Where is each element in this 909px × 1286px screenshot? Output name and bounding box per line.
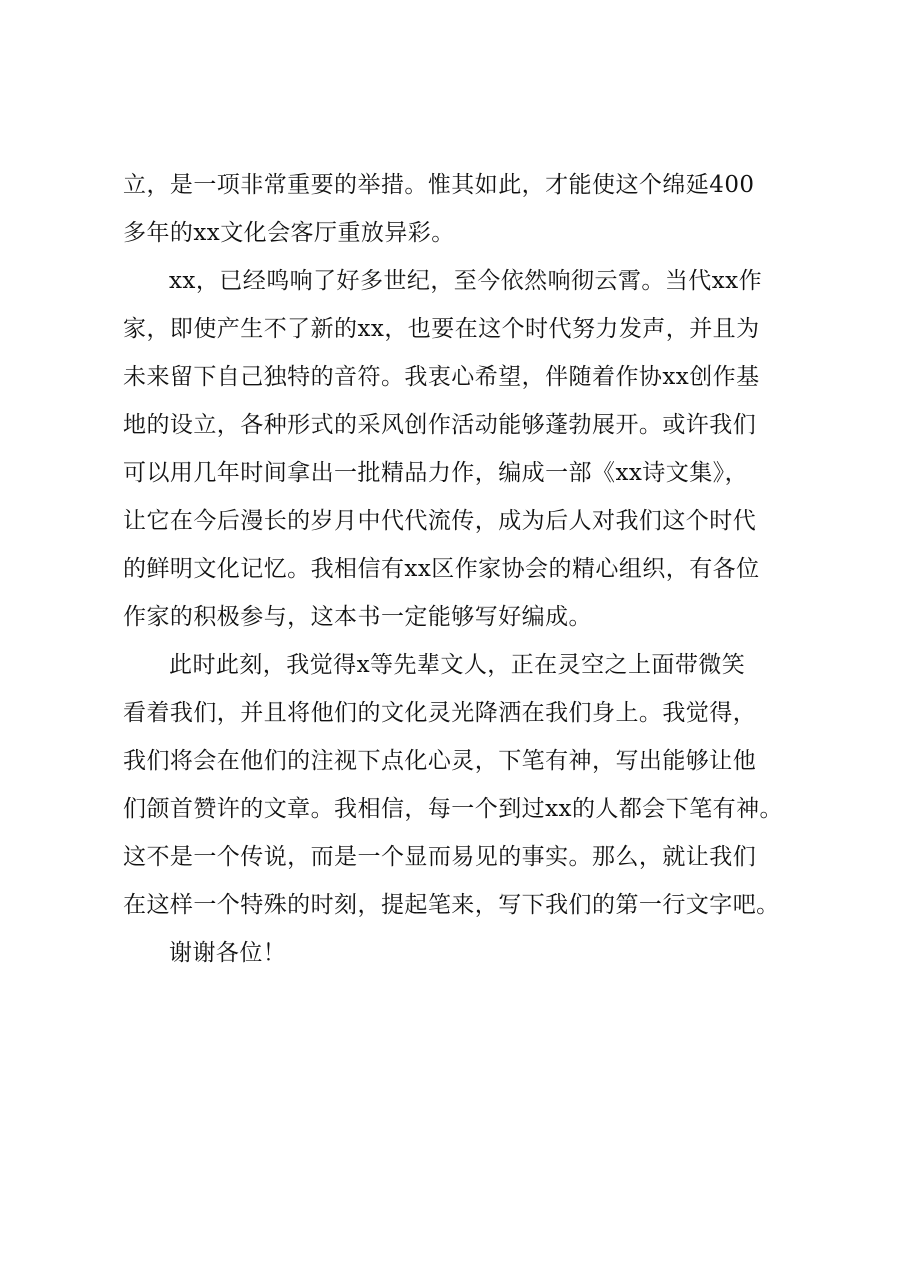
text-line: 多年的xx文化会客厅重放异彩。 <box>123 220 455 246</box>
text-line: 的鲜明文化记忆。我相信有xx区作家协会的精心组织，有各位 <box>123 556 760 582</box>
text-line: 我们将会在他们的注视下点化心灵，下笔有神，写出能够让他 <box>123 748 757 774</box>
text-line: 让它在今后漫长的岁月中代代流传，成为后人对我们这个时代 <box>123 508 757 534</box>
text-line: 未来留下自己独特的音符。我衷心希望，伴随着作协xx创作基 <box>123 364 760 390</box>
text-line: 看着我们，并且将他们的文化灵光降洒在我们身上。我觉得， <box>123 700 757 726</box>
text-line: 在这样一个特殊的时刻，提起笔来，写下我们的第一行文字吧。 <box>123 892 780 918</box>
text-line: 可以用几年时间拿出一批精品力作，编成一部《xx诗文集》， <box>123 460 749 486</box>
text-line: 地的设立，各种形式的采风创作活动能够蓬勃展开。或许我们 <box>123 412 757 438</box>
text-line: 们颌首赞许的文章。我相信，每一个到过xx的人都会下笔有神。 <box>123 796 783 822</box>
closing-line: 谢谢各位！ <box>169 940 287 966</box>
paragraph-start-line: 此时此刻，我觉得x等先辈文人，正在灵空之上面带微笑 <box>169 652 746 678</box>
text-line: 这不是一个传说，而是一个显而易见的事实。那么，就让我们 <box>123 844 757 870</box>
paragraph-start-line: xx，已经鸣响了好多世纪，至今依然响彻云霄。当代xx作 <box>169 268 763 294</box>
body-text <box>123 161 823 977</box>
text-line: 立，是一项非常重要的举措。惟其如此，才能使这个绵延400 <box>123 172 755 198</box>
text-line: 家，即使产生不了新的xx，也要在这个时代努力发声，并且为 <box>123 316 760 342</box>
text-line: 作家的积极参与，这本书一定能够写好编成。 <box>123 604 592 630</box>
